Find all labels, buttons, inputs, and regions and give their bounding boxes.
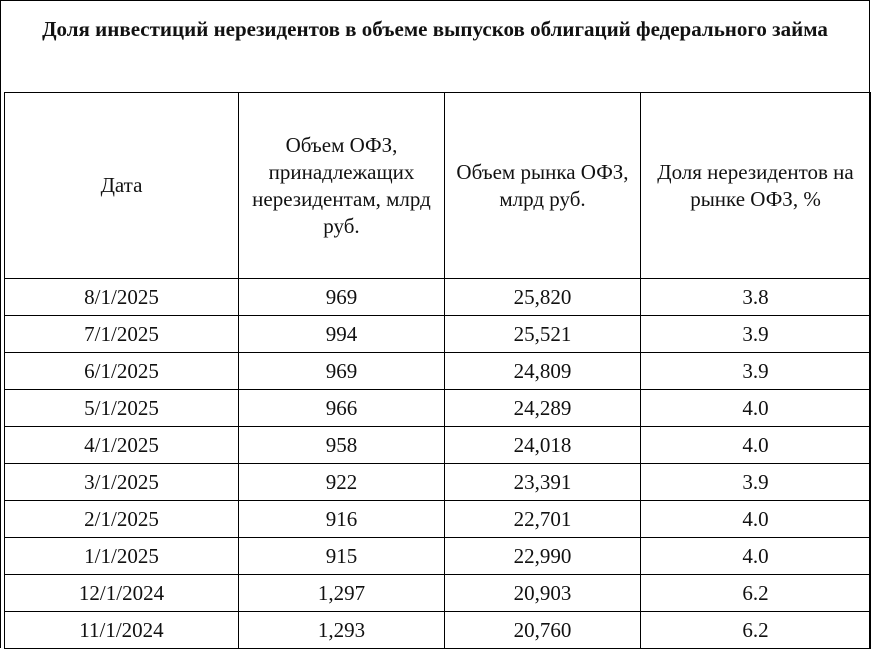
cell-nonresident-volume: 958 [239, 427, 445, 464]
cell-nonresident-volume: 969 [239, 279, 445, 316]
cell-nonresident-share: 3.8 [641, 279, 871, 316]
header-market-volume: Объем рынка ОФЗ, млрд руб. [445, 93, 641, 279]
cell-nonresident-volume: 915 [239, 538, 445, 575]
cell-date: 7/1/2025 [5, 316, 239, 353]
cell-date: 12/1/2024 [5, 575, 239, 612]
cell-market-volume: 24,809 [445, 353, 641, 390]
table-row [5, 316, 871, 353]
cell-market-volume: 22,990 [445, 538, 641, 575]
cell-nonresident-volume: 1,293 [239, 612, 445, 649]
cell-date: 5/1/2025 [5, 390, 239, 427]
cell-nonresident-share: 4.0 [641, 501, 871, 538]
cell-nonresident-volume: 916 [239, 501, 445, 538]
table-row [5, 390, 871, 427]
cell-date: 1/1/2025 [5, 538, 239, 575]
table-row [5, 575, 871, 612]
cell-market-volume: 24,018 [445, 427, 641, 464]
cell-nonresident-share: 3.9 [641, 353, 871, 390]
cell-nonresident-share: 3.9 [641, 316, 871, 353]
cell-nonresident-volume: 969 [239, 353, 445, 390]
header-row [5, 93, 871, 279]
table-row [5, 501, 871, 538]
table-row [5, 427, 871, 464]
cell-nonresident-volume: 966 [239, 390, 445, 427]
cell-date: 2/1/2025 [5, 501, 239, 538]
cell-market-volume: 20,903 [445, 575, 641, 612]
ofz-nonresident-table [4, 92, 871, 649]
cell-market-volume: 22,701 [445, 501, 641, 538]
header-date: Дата [5, 93, 239, 279]
table-row [5, 612, 871, 649]
cell-nonresident-share: 4.0 [641, 427, 871, 464]
cell-nonresident-share: 4.0 [641, 390, 871, 427]
cell-market-volume: 25,820 [445, 279, 641, 316]
cell-market-volume: 20,760 [445, 612, 641, 649]
header-nonresident-share: Доля нерезидентов на рынке ОФЗ, % [641, 93, 871, 279]
cell-market-volume: 24,289 [445, 390, 641, 427]
cell-date: 3/1/2025 [5, 464, 239, 501]
table-row [5, 538, 871, 575]
cell-market-volume: 25,521 [445, 316, 641, 353]
table-row [5, 353, 871, 390]
cell-nonresident-share: 4.0 [641, 538, 871, 575]
cell-date: 4/1/2025 [5, 427, 239, 464]
cell-date: 11/1/2024 [5, 612, 239, 649]
cell-market-volume: 23,391 [445, 464, 641, 501]
cell-nonresident-volume: 994 [239, 316, 445, 353]
header-nonresident-volume: Объем ОФЗ, принадлежащих нерезидентам, млрд руб. [239, 93, 445, 279]
cell-date: 6/1/2025 [5, 353, 239, 390]
table-row [5, 464, 871, 501]
cell-nonresident-share: 3.9 [641, 464, 871, 501]
cell-nonresident-volume: 1,297 [239, 575, 445, 612]
table-title: Доля инвестиций нерезидентов в объеме выпусков облигаций федерального займа [42, 17, 828, 41]
cell-nonresident-volume: 922 [239, 464, 445, 501]
cell-nonresident-share: 6.2 [641, 612, 871, 649]
cell-nonresident-share: 6.2 [641, 575, 871, 612]
cell-date: 8/1/2025 [5, 279, 239, 316]
table-row [5, 279, 871, 316]
